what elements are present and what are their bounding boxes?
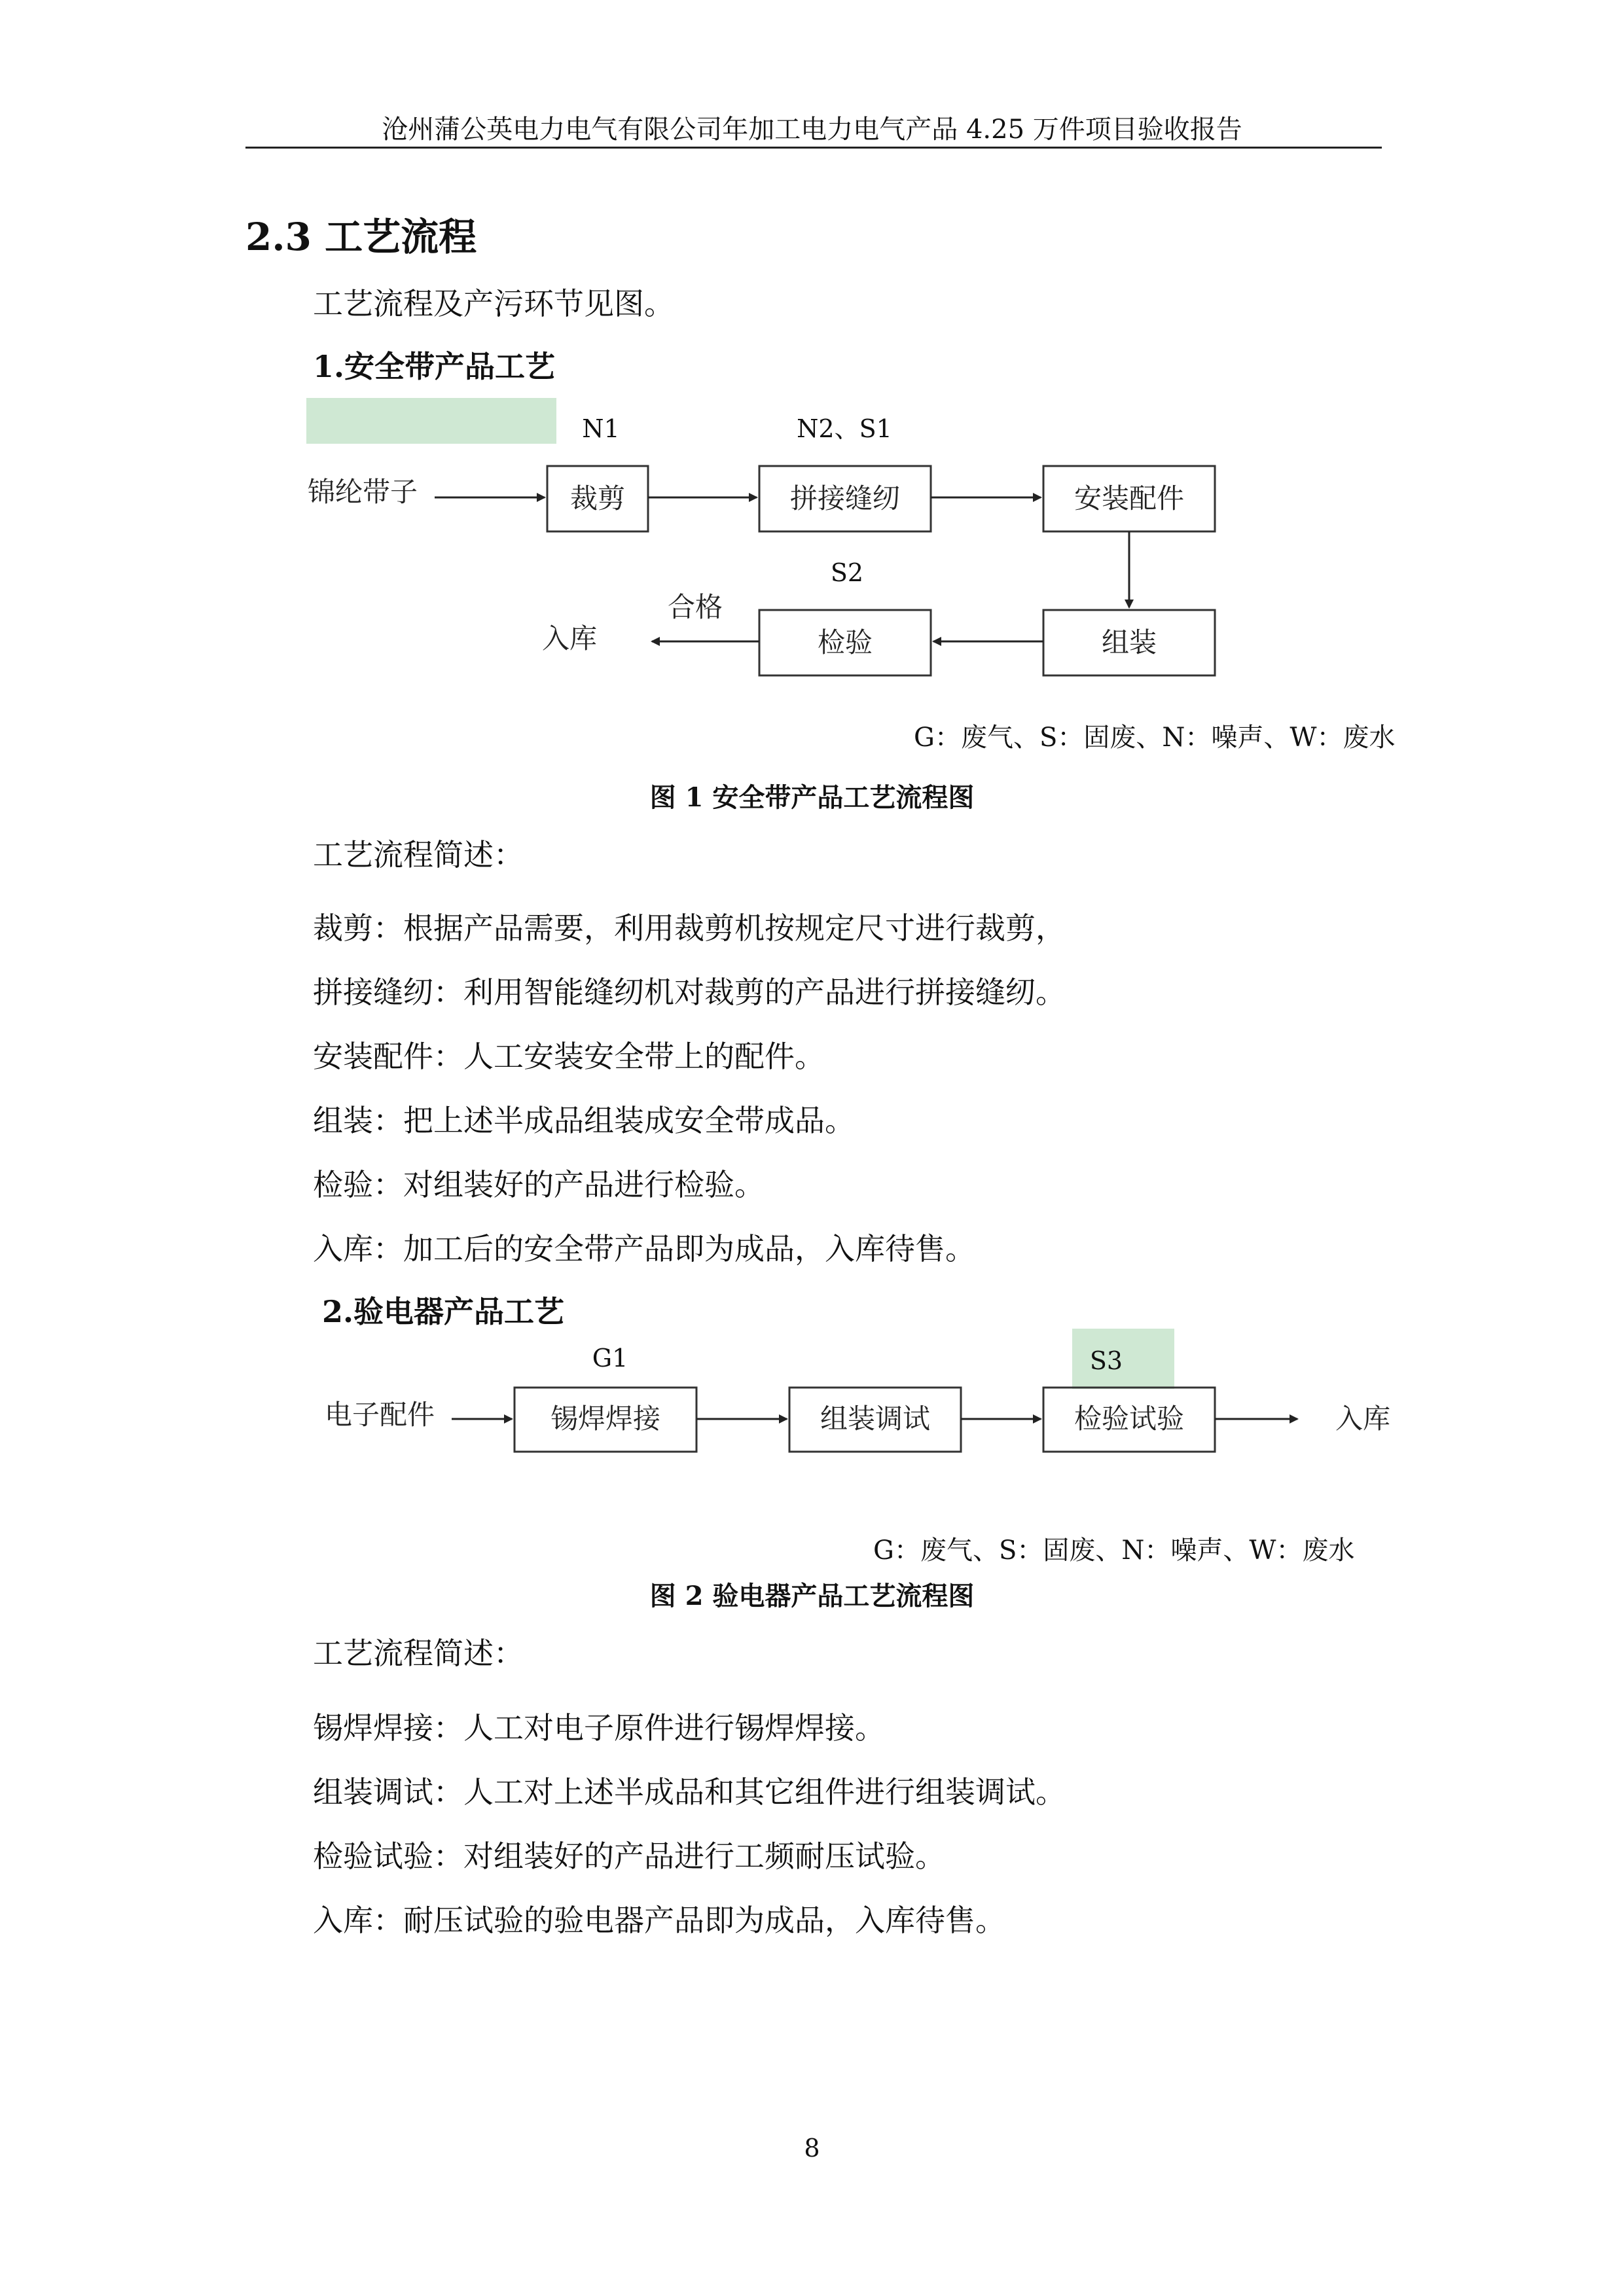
input-electronic-parts: 电子配件: [325, 1399, 435, 1431]
process2-desc-title: 工艺流程简述：: [313, 1636, 524, 1671]
process1-heading: 1.安全带产品工艺: [313, 349, 556, 384]
tag-s2: S2: [830, 558, 864, 587]
process2-heading: 2.验电器产品工艺: [322, 1294, 565, 1329]
process1-flowchart: [0, 0, 1624, 740]
page-number: 8: [804, 2134, 820, 2162]
section-title: 2.3 工艺流程: [245, 215, 477, 259]
process2-desc-line: 检验试验：对组装好的产品进行工频耐压试验。: [313, 1839, 945, 1874]
tag-n1: N1: [582, 414, 620, 443]
figure2-caption: 图 2 验电器产品工艺流程图: [649, 1581, 975, 1611]
step-assemble-debug-label: 组装调试: [820, 1403, 931, 1435]
tag-s3: S3: [1089, 1346, 1123, 1375]
step-inspect-label: 检验: [817, 626, 873, 658]
document-header: 沧州蒲公英电力电气有限公司年加工电力电气产品 4.25 万件项目验收报告: [382, 115, 1242, 145]
process2-flowchart: [0, 1309, 1624, 1479]
input-nylon-strap: 锦纶带子: [308, 476, 418, 508]
process1-desc-line: 裁剪：根据产品需要，利用裁剪机按规定尺寸进行裁剪，: [313, 910, 1066, 946]
pass-label: 合格: [667, 591, 723, 623]
process1-desc-line: 组装：把上述半成品组装成安全带成品。: [313, 1103, 855, 1138]
process1-desc-line: 安装配件：人工安装安全带上的配件。: [313, 1039, 825, 1074]
tag-g1: G1: [592, 1344, 628, 1372]
step-assemble-label: 组装: [1101, 626, 1157, 658]
step-test-label: 检验试验: [1074, 1403, 1185, 1435]
output-warehouse: 入库: [542, 622, 598, 655]
process1-desc-line: 入库：加工后的安全带产品即为成品，入库待售。: [313, 1231, 975, 1266]
step-fit-label: 安装配件: [1074, 482, 1185, 514]
process2-desc-line: 组装调试：人工对上述半成品和其它组件进行组装调试。: [313, 1774, 1066, 1810]
process1-legend: G：废气、S：固废、N：噪声、W：废水: [914, 723, 1396, 753]
process1-desc-line: 拼接缝纫：利用智能缝纫机对裁剪的产品进行拼接缝纫。: [313, 975, 1066, 1010]
step-cut-label: 裁剪: [569, 482, 626, 514]
process1-desc-line: 检验：对组装好的产品进行检验。: [313, 1167, 765, 1202]
tag-n2-s1: N2、S1: [797, 414, 892, 443]
process2-desc-line: 锡焊焊接：人工对电子原件进行锡焊焊接。: [313, 1710, 885, 1746]
process2-legend: G：废气、S：固废、N：噪声、W：废水: [873, 1535, 1355, 1566]
figure1-caption: 图 1 安全带产品工艺流程图: [649, 782, 975, 813]
process1-desc-title: 工艺流程简述：: [313, 837, 524, 872]
section-intro: 工艺流程及产污环节见图。: [313, 286, 674, 321]
step-sew-label: 拼接缝纫: [789, 482, 901, 514]
highlight-block: [306, 398, 556, 444]
highlight-block: [1072, 1329, 1174, 1389]
output-warehouse: 入库: [1335, 1403, 1391, 1435]
process2-desc-line: 入库：耐压试验的验电器产品即为成品，入库待售。: [313, 1903, 1005, 1938]
step-weld-label: 锡焊焊接: [550, 1403, 661, 1435]
